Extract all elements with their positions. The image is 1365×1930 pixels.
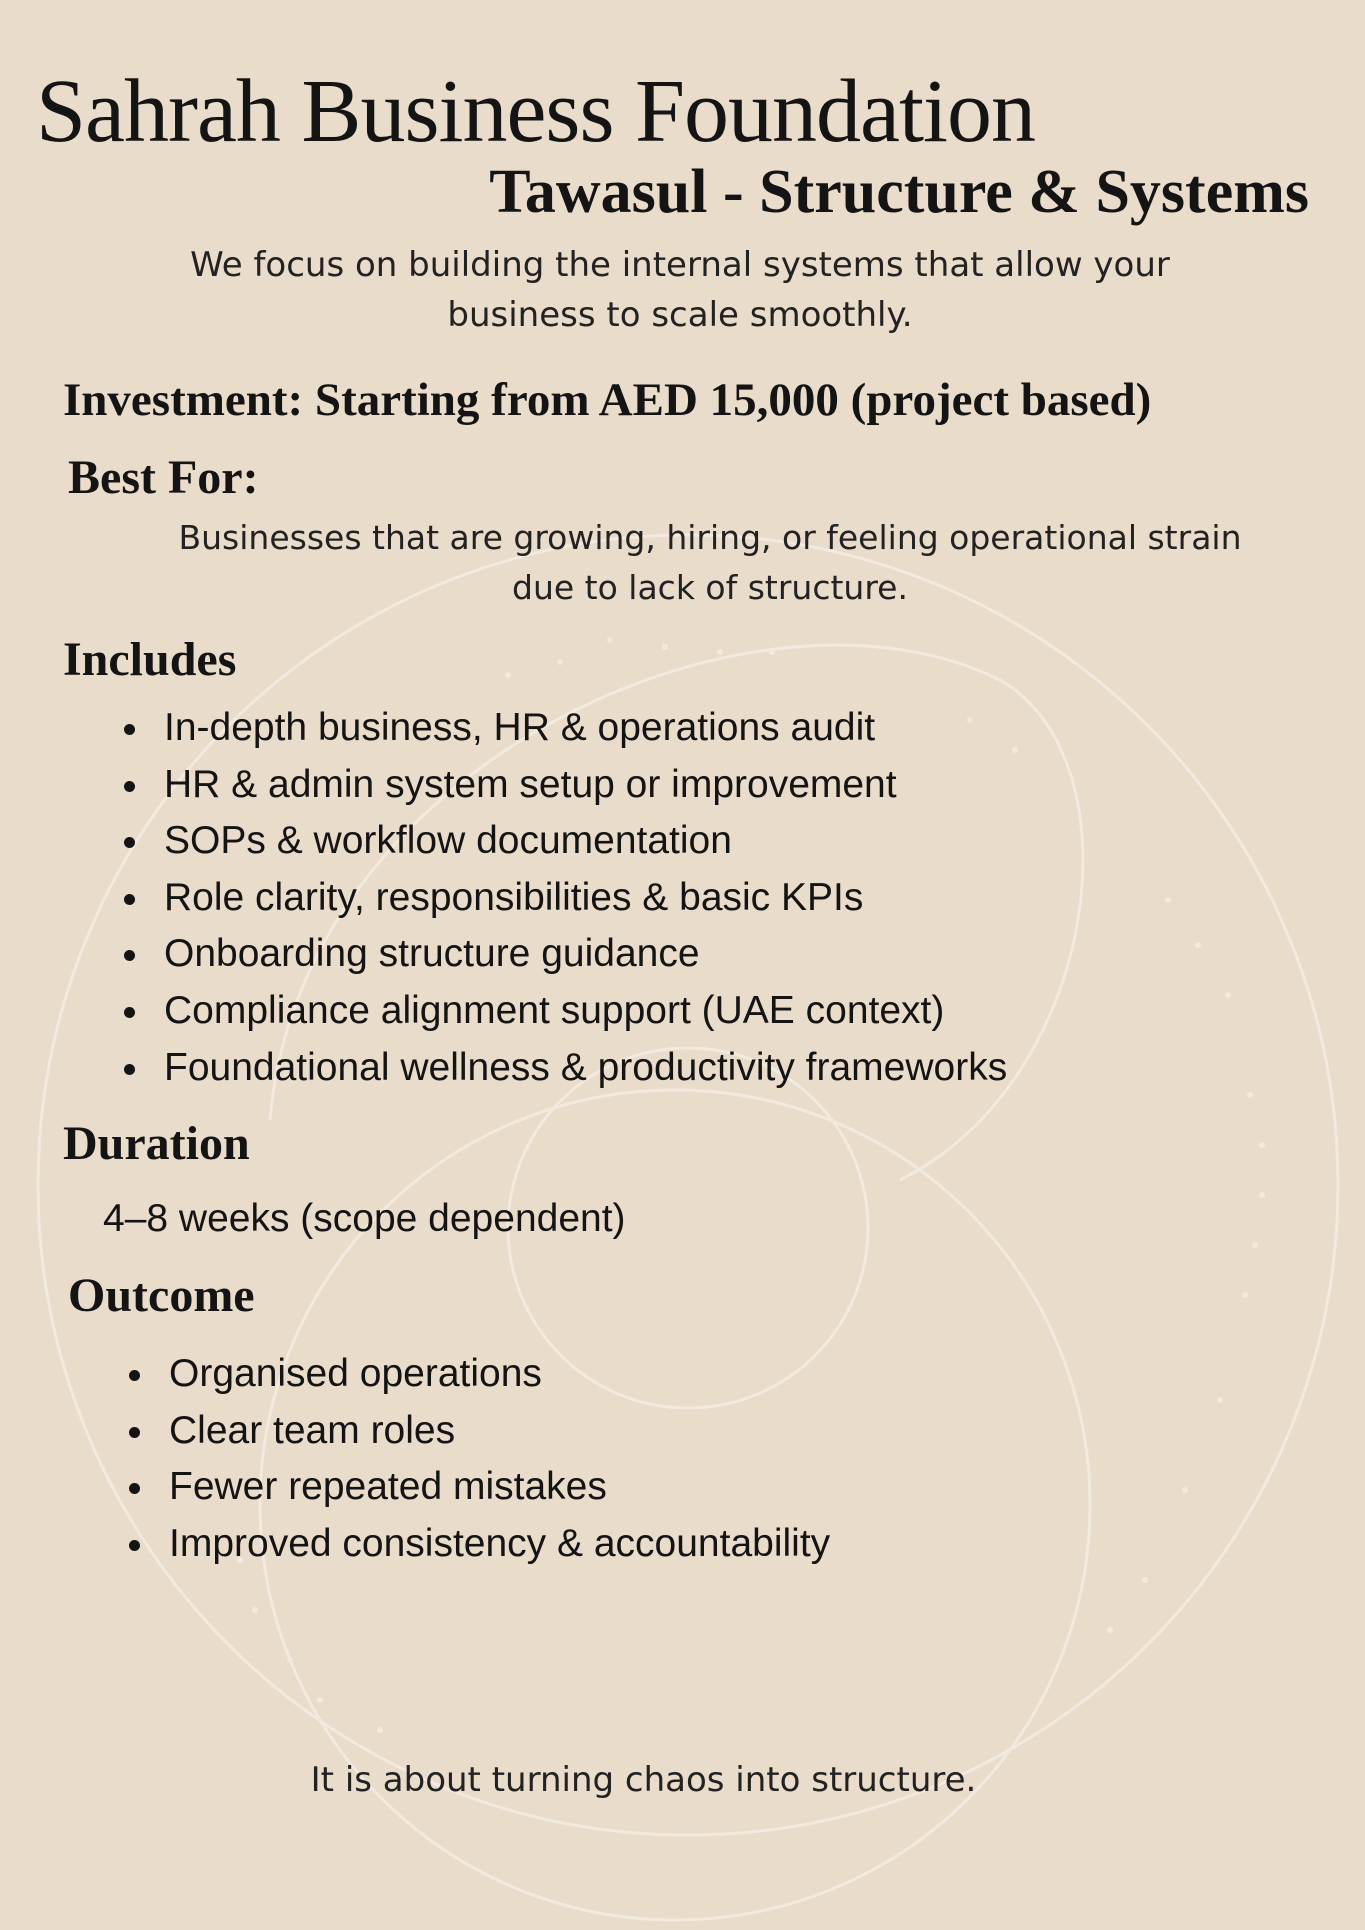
list-item: Organised operations xyxy=(129,1346,830,1403)
list-item: Fewer repeated mistakes xyxy=(129,1459,830,1516)
list-item: Compliance alignment support (UAE context) xyxy=(124,983,1007,1040)
outcome-list xyxy=(129,1346,830,1572)
list-item: Onboarding structure guidance xyxy=(124,926,1007,983)
duration-heading: Duration xyxy=(63,1117,250,1170)
includes-list xyxy=(124,700,1007,1096)
intro-text: We focus on building the internal systems that allow your business to scale smoothly. xyxy=(190,245,1170,335)
outcome-heading: Outcome xyxy=(68,1269,255,1322)
list-item: Clear team roles xyxy=(129,1403,830,1460)
list-item: Role clarity, responsibilities & basic KPIs xyxy=(124,870,1007,927)
list-item: HR & admin system setup or improvement xyxy=(124,757,1007,814)
closing-statement: It is about turning chaos into structure. xyxy=(310,1760,977,1800)
list-item: In-depth business, HR & operations audit xyxy=(124,700,1007,757)
duration-text: 4–8 weeks (scope dependent) xyxy=(103,1197,626,1240)
best-for-heading: Best For: xyxy=(68,451,259,504)
page-title: Sahrah Business Foundation xyxy=(36,62,1035,161)
includes-heading: Includes xyxy=(63,633,237,686)
investment-line: Investment: Starting from AED 15,000 (project based) xyxy=(63,374,1152,426)
list-item: Foundational wellness & productivity frameworks xyxy=(124,1040,1007,1097)
page-subtitle: Tawasul - Structure & Systems xyxy=(489,158,1309,226)
list-item: Improved consistency & accountability xyxy=(129,1516,830,1573)
best-for-text: Businesses that are growing, hiring, or feeling operational strain due to lack of structure. xyxy=(178,518,1242,607)
list-item: SOPs & workflow documentation xyxy=(124,813,1007,870)
